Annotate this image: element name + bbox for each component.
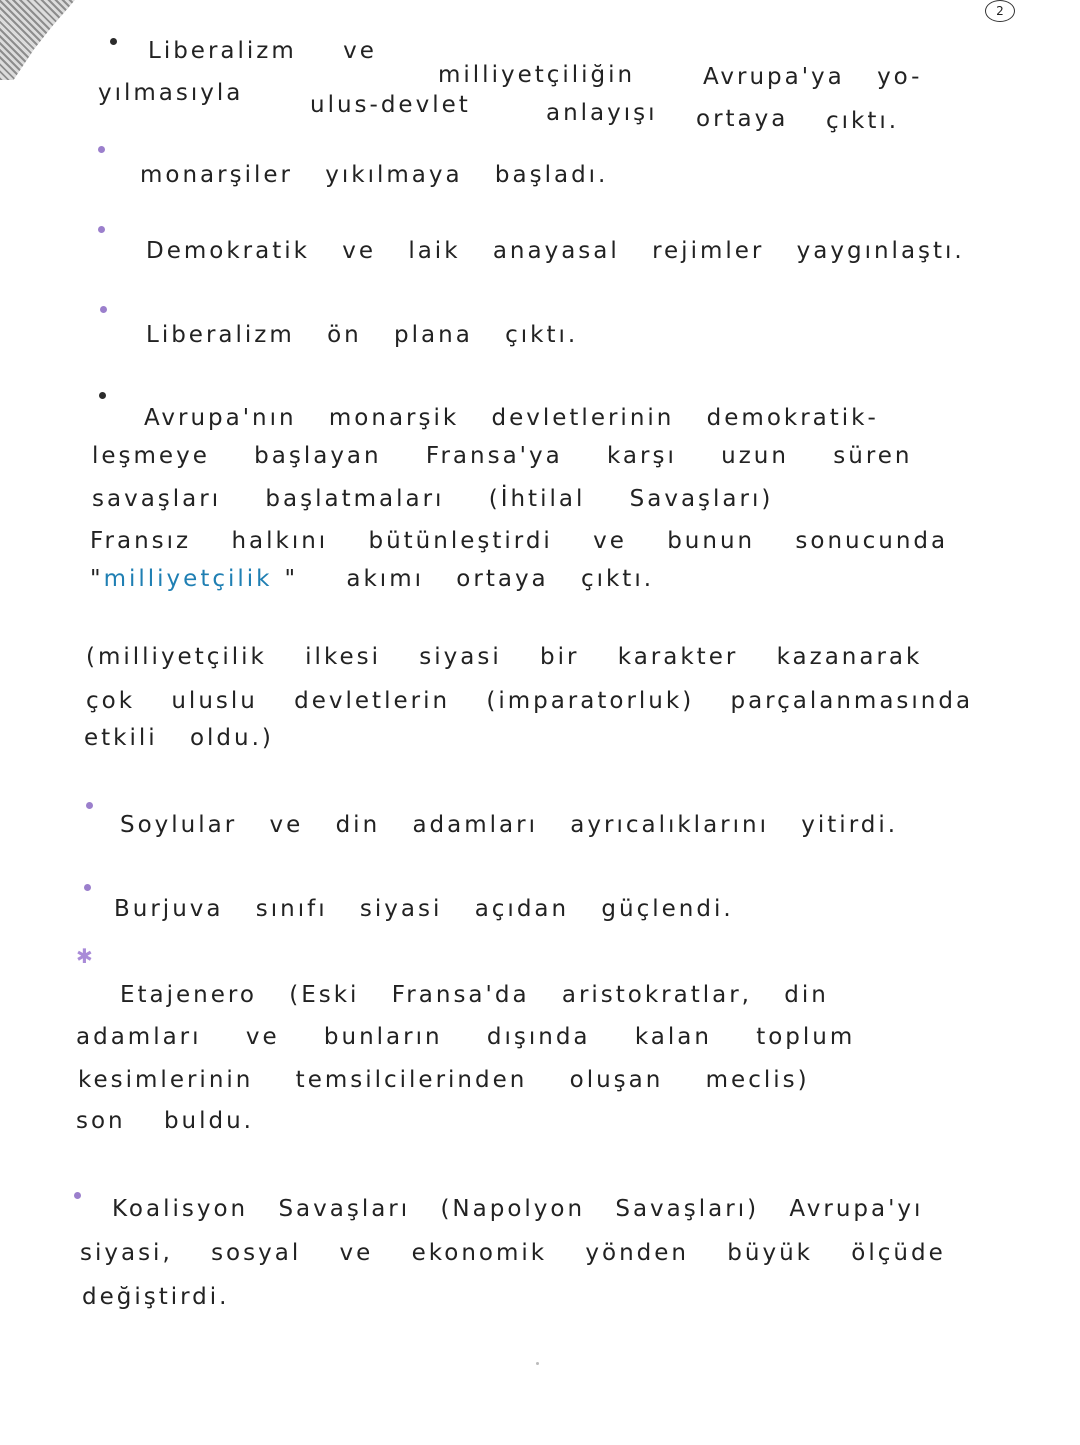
bullet <box>100 306 107 313</box>
note-line: Fransız halkını bütünleştirdi ve bunun sonucunda <box>90 528 949 554</box>
word: anlayışı <box>546 100 658 126</box>
note-line: savaşları başlatmaları (İhtilal Savaşları) <box>92 486 774 512</box>
speck <box>536 1362 539 1365</box>
note-line <box>148 38 923 90</box>
highlighted-word: milliyetçilik <box>103 566 273 592</box>
note-line: Soylular ve din adamları ayrıcalıklarını yitirdi. <box>120 812 899 838</box>
note-line: Demokratik ve laik anayasal rejimler yaygınlaştı. <box>146 238 965 264</box>
note-line: siyasi, sosyal ve ekonomik yönden büyük ölçüde <box>80 1240 946 1266</box>
note-line: son buldu. <box>76 1108 254 1134</box>
word: milliyetçiliğin <box>438 62 636 88</box>
bullet <box>98 226 105 233</box>
bullet <box>74 1192 81 1199</box>
bullet <box>110 38 117 45</box>
bullet <box>98 146 105 153</box>
quote-mark: " <box>90 566 104 592</box>
note-line: (milliyetçilik ilkesi siyasi bir karakter kazanarak <box>86 644 923 670</box>
note-line: Koalisyon Savaşları (Napolyon Savaşları) Avrupa'yı <box>112 1196 924 1222</box>
word: ortaya <box>696 106 789 132</box>
note-line: çok uluslu devletlerin (imparatorluk) parçalanmasında <box>86 688 974 714</box>
word: çıktı. <box>826 108 900 134</box>
word: ulus-devlet <box>310 92 471 118</box>
word: ve <box>343 38 377 64</box>
fabric-corner <box>0 0 75 80</box>
bullet <box>84 884 91 891</box>
star-icon: ✱ <box>76 944 93 968</box>
note-line: leşmeye başlayan Fransa'ya karşı uzun süren <box>92 443 913 469</box>
word: Liberalizm <box>148 38 297 64</box>
note-line: adamları ve bunların dışında kalan toplum <box>76 1024 856 1050</box>
page-number: 2 <box>985 0 1015 22</box>
note-line: kesimlerinin temsilcilerinden oluşan meclis) <box>78 1067 810 1093</box>
word: Avrupa'ya yo- <box>703 64 923 90</box>
note-line <box>90 566 654 592</box>
note-line: monarşiler yıkılmaya başladı. <box>140 162 609 188</box>
quote-mark: " <box>284 566 299 592</box>
note-line: Avrupa'nın monarşik devletlerinin demokratik- <box>144 405 879 431</box>
word: yılmasıyla <box>98 80 244 106</box>
note-line: değiştirdi. <box>82 1284 230 1310</box>
bullet <box>86 802 93 809</box>
note-line: etkili oldu.) <box>84 725 274 751</box>
note-line: Etajenero (Eski Fransa'da aristokratlar, din <box>120 982 829 1008</box>
note-line: Liberalizm ön plana çıktı. <box>146 322 579 348</box>
word: akımı ortaya çıktı. <box>346 566 655 592</box>
note-line <box>98 80 900 134</box>
note-line: Burjuva sınıfı siyasi açıdan güçlendi. <box>114 896 734 922</box>
bullet <box>99 392 106 399</box>
